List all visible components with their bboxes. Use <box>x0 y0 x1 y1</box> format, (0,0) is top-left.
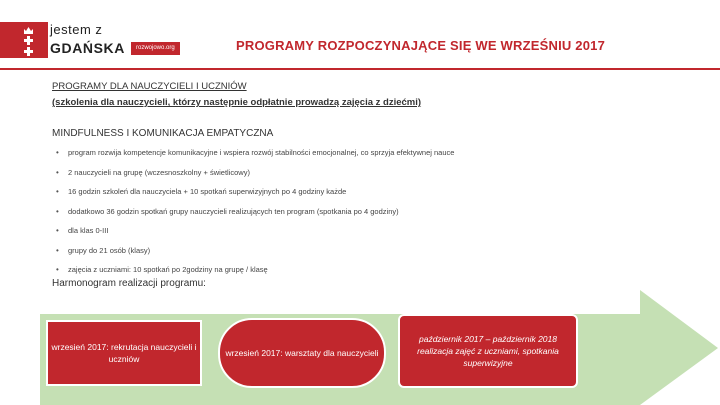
gdansk-crest-icon <box>0 22 48 58</box>
program-name: MINDFULNESS I KOMUNIKACJA EMPATYCZNA <box>52 128 274 139</box>
schedule-label: Harmonogram realizacji programu: <box>52 278 206 289</box>
timeline-step-2: wrzesień 2017: warsztaty dla nauczycieli <box>218 318 386 388</box>
bullet-item: • dodatkowo 36 godzin spotkań grupy nauczycieli realizujących ten program (spotkania po 4 godziny) <box>56 206 399 216</box>
bullet-text: dodatkowo 36 godzin spotkań grupy nauczycieli realizujących ten program (spotkania po 4 godziny) <box>68 206 399 216</box>
bullet-item: • program rozwija kompetencje komunikacyjne i wspiera rozwój stabilności emocjonalnej, co sprzyja efektywnej nauce <box>56 148 455 157</box>
logo-line1: jestem z <box>50 22 103 37</box>
bullet-text: dla klas 0-III <box>68 226 109 235</box>
section-subheading: (szkolenia dla nauczycieli, którzy następnie odpłatnie prowadzą zajęcia z dziećmi) <box>52 97 422 108</box>
logo-tagline: rozwojowo.org <box>131 42 180 55</box>
timeline-step-3: październik 2017 – październik 2018 realizacja zajęć z uczniami, spotkania superwizyjne <box>398 314 578 388</box>
bullet-text: grupy do 21 osób (klasy) <box>68 245 151 255</box>
slide-title: PROGRAMY ROZPOCZYNAJĄCE SIĘ WE WRZEŚNIU 2017 <box>236 38 606 53</box>
logo-city: GDAŃSKA <box>50 40 125 56</box>
bullet-text: program rozwija kompetencje komunikacyjne i wspiera rozwój stabilności emocjonalnej, co sprzyja efektywnej nauce <box>68 148 455 157</box>
header-divider <box>0 68 720 70</box>
bullet-text: zajęcia z uczniami: 10 spotkań po 2godziny na grupę / klasę <box>68 265 268 274</box>
section-heading: PROGRAMY DLA NAUCZYCIELI I UCZNIÓW <box>52 81 247 92</box>
bullet-text: 16 godzin szkoleń dla nauczyciela + 10 spotkań superwizyjnych po 4 godziny każde <box>68 187 347 196</box>
bullet-item: • 2 nauczycieli na grupę (wczesnoszkolny + świetlicowy) <box>56 167 250 177</box>
bullet-item: • dla klas 0-III <box>56 226 109 235</box>
bullet-item: • zajęcia z uczniami: 10 spotkań po 2godziny na grupę / klasę <box>56 265 268 274</box>
bullet-item: • 16 godzin szkoleń dla nauczyciela + 10 spotkań superwizyjnych po 4 godziny każde <box>56 187 347 196</box>
program-bullet-list <box>56 147 596 284</box>
bullet-item: • grupy do 21 osób (klasy) <box>56 245 151 255</box>
logo <box>0 0 180 68</box>
timeline <box>0 290 720 405</box>
bullet-text: 2 nauczycieli na grupę (wczesnoszkolny + świetlicowy) <box>68 167 250 177</box>
timeline-step-1: wrzesień 2017: rekrutacja nauczycieli i uczniów <box>46 320 202 386</box>
